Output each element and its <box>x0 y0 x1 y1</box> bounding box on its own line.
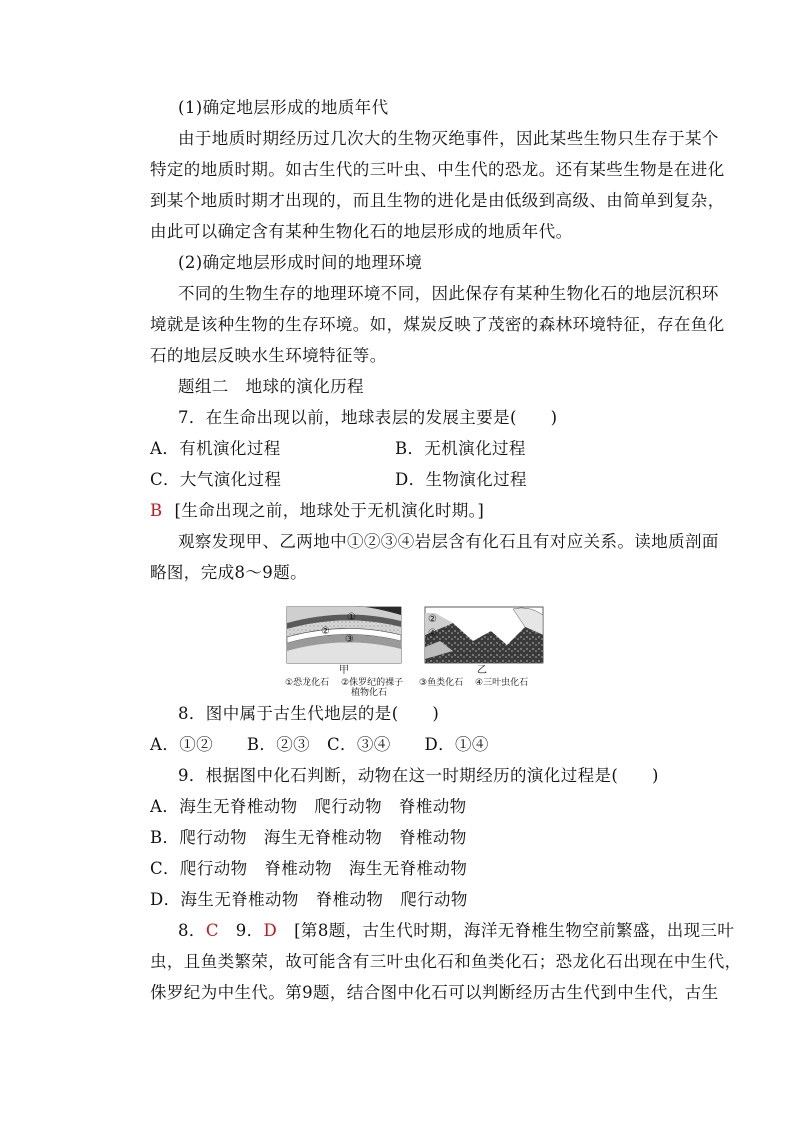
answer-line <box>178 919 734 943</box>
sec1-heading: (1)确定地层形成的地质年代 <box>178 98 389 117</box>
answer-explanation: [第8题，古生代时期，海洋无脊椎生物空前繁盛，出现三叶 <box>277 921 735 940</box>
q7-option-d: D．生物演化过程 <box>395 470 527 489</box>
fig-label-jia: 甲 <box>339 665 349 676</box>
sec1-paragraph-line: 由于地质时期经历过几次大的生物灭绝事件，因此某些生物只生存于某个 <box>178 129 719 148</box>
q7-explanation: [生命出现之前，地球处于无机演化时期。] <box>174 501 485 520</box>
q7-stem: 7．在生命出现以前，地球表层的发展主要是( ) <box>178 408 558 427</box>
q9-option-a: A．海生无脊椎动物 爬行动物 脊椎动物 <box>150 797 467 816</box>
fig-mark-2b: ② <box>428 614 437 625</box>
sec1-paragraph-line: 到某个地质时期才出现的，而且生物的进化是由低级到高级、由简单到复杂， <box>150 191 725 210</box>
sec2-paragraph-line: 石的地层反映水生环境特征等。 <box>150 346 387 365</box>
section-jia <box>287 607 401 663</box>
sec1-paragraph-line: 由此可以确定含有某种生物化石的地层形成的地质年代。 <box>150 222 573 241</box>
q7-answer: B <box>150 501 163 520</box>
fig-mark-4: ④ <box>428 628 437 639</box>
legend-3: ③鱼类化石 <box>419 678 464 688</box>
q7-option-a: A．有机演化过程 <box>150 439 281 458</box>
q9-option-b: B．爬行动物 海生无脊椎动物 脊椎动物 <box>150 828 467 847</box>
legend-1: ①恐龙化石 <box>285 678 330 688</box>
answer-explanation-line: 虫，且鱼类繁荣，故可能含有三叶虫化石和鱼类化石；恐龙化石出现在中生代， <box>150 952 742 971</box>
intro-line: 观察发现甲、乙两地中①②③④岩层含有化石且有对应关系。读地质剖面 <box>178 532 719 551</box>
q7-option-c: C．大气演化过程 <box>150 470 282 489</box>
q9-option-c: C．爬行动物 脊椎动物 海生无脊椎动物 <box>150 859 468 878</box>
answer-9-number: 9． <box>218 921 264 940</box>
sec2-heading: (2)确定地层形成时间的地理环境 <box>178 253 423 272</box>
sec2-paragraph-line: 境就是该种生物的生存环境。如，煤炭反映了茂密的森林环境特征，存在鱼化 <box>150 315 725 334</box>
fig-mark-1: ① <box>347 612 356 623</box>
answer-8: C <box>205 921 219 940</box>
fig-mark-2: ② <box>321 626 330 637</box>
sec2-paragraph-line: 不同的生物生存的地理环境不同，因此保存有某种生物化石的地层沉积环 <box>178 284 719 303</box>
answer-9: D <box>263 921 278 940</box>
q7-option-b: B．无机演化过程 <box>395 439 526 458</box>
geologic-section-figure <box>285 605 545 698</box>
group-heading: 题组二 地球的演化历程 <box>178 377 364 396</box>
q7-answer-line <box>150 499 484 523</box>
sec1-paragraph-line: 特定的地质时期。如古生代的三叶虫、中生代的恐龙。还有某些生物是在进化 <box>150 160 725 179</box>
fig-label-yi: 乙 <box>477 665 487 676</box>
section-yi <box>425 607 543 663</box>
legend-2-cont: 植物化石 <box>351 688 388 698</box>
q8-options: A．①② B．②③ C．③④ D．①④ <box>150 735 489 754</box>
answer-explanation-line: 侏罗纪为中生代。第9题，结合图中化石可以判断经历古生代到中生代，古生 <box>150 983 719 1002</box>
fig-mark-3: ③ <box>345 634 354 645</box>
q8-stem: 8．图中属于古生代地层的是( ) <box>178 704 440 723</box>
q9-stem: 9．根据图中化石判断，动物在这一时期经历的演化过程是( ) <box>178 766 659 785</box>
intro-line: 略图，完成8～9题。 <box>150 563 307 582</box>
answer-8-number: 8． <box>178 921 206 940</box>
legend-2: ②侏罗纪的裸子 <box>341 678 404 688</box>
legend-4: ④三叶虫化石 <box>475 678 529 688</box>
q9-option-d: D．海生无脊椎动物 脊椎动物 爬行动物 <box>150 890 468 909</box>
